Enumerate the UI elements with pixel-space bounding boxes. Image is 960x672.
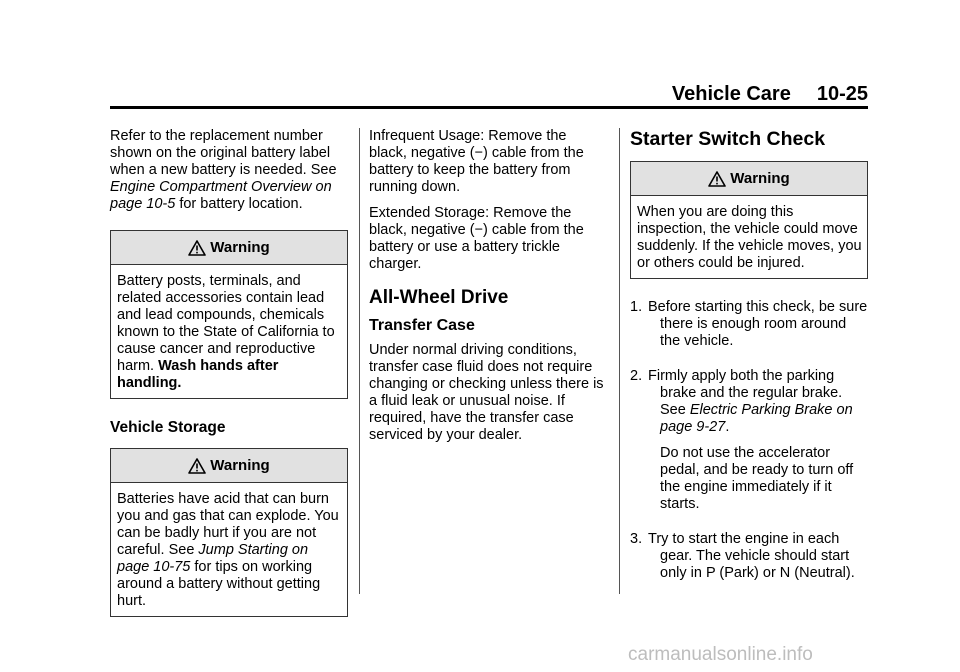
vehicle-storage-heading: Vehicle Storage	[110, 419, 226, 436]
step-text: Firmly apply both the parking brake and the regular brake. See Electric Parking Brake on page 9-27.	[648, 368, 853, 435]
watermark: carmanualsonline.info	[628, 644, 813, 665]
step-number: 1.	[630, 299, 643, 315]
step-text: Before starting this check, be sure there is enough room around the vehicle.	[648, 299, 868, 349]
warning-box-lead	[110, 230, 348, 399]
warning-title: Warning	[210, 457, 270, 474]
page-header	[110, 84, 868, 104]
column-divider	[359, 128, 360, 594]
step-extra-text: Do not use the accelerator pedal, and be ready to turn off the engine immediately if it starts.	[660, 445, 854, 512]
list-item	[630, 368, 868, 522]
step-number: 2.	[630, 368, 643, 384]
warning-box-starter	[630, 161, 868, 279]
warning-triangle-icon	[708, 171, 726, 187]
warning-triangle-icon	[188, 458, 206, 474]
warning-text: Batteries have acid that can burn you and gas that can explode. You can be badly hurt if you are not careful. See Jump Starting on page 10-75 for tips on working around a battery without getting hurt.	[117, 491, 339, 609]
warning-header	[631, 162, 867, 196]
warning-title: Warning	[730, 170, 790, 187]
warning-bold-text: Wash hands after handling.	[117, 358, 279, 391]
section-title: Vehicle Care	[671, 83, 791, 105]
engine-compartment-link[interactable]: Engine Compartment Overview on page 10-5	[110, 179, 332, 212]
parking-brake-link[interactable]: Electric Parking Brake on page 9-27	[660, 402, 853, 435]
warning-triangle-icon	[188, 240, 206, 256]
extended-storage-paragraph: Extended Storage: Remove the black, negative (−) cable from the battery or use a battery trickle charger.	[369, 205, 584, 272]
column-2	[369, 128, 605, 453]
all-wheel-drive-heading: All-Wheel Drive	[369, 287, 509, 308]
warning-text: Battery posts, terminals, and related accessories contain lead and lead compounds, chemicals known to the State of California to cause cancer and reproductive harm. Wash hands after handling.	[117, 273, 335, 391]
column-3	[630, 128, 868, 600]
warning-text: When you are doing this inspection, the vehicle could move suddenly. If the vehicle moves, you or others could be injured.	[637, 204, 862, 271]
list-item	[630, 531, 868, 591]
column-divider	[619, 128, 620, 594]
page-number: 10-25	[816, 83, 868, 105]
warning-header	[111, 449, 347, 483]
step-number: 3.	[630, 531, 643, 547]
jump-starting-link[interactable]: Jump Starting on page 10-75	[117, 542, 309, 575]
transfer-case-heading: Transfer Case	[369, 317, 475, 334]
column-1	[110, 128, 348, 637]
intro-paragraph: Refer to the replacement number shown on the original battery label when a new battery is needed. See Engine Compartment Overview on page 10-5 for battery location.	[110, 128, 337, 212]
starter-check-steps	[630, 299, 868, 591]
warning-box-acid	[110, 448, 348, 617]
warning-title: Warning	[210, 239, 270, 256]
starter-switch-heading: Starter Switch Check	[630, 128, 826, 150]
step-text: Try to start the engine in each gear. The vehicle should start only in P (Park) or N (Neutral).	[648, 531, 855, 581]
warning-header	[111, 231, 347, 265]
list-item	[630, 299, 868, 359]
transfer-case-paragraph: Under normal driving conditions, transfer case fluid does not require changing or checking unless there is a fluid leak or unusual noise. If required, have the transfer case serviced by your dealer.	[369, 342, 604, 443]
header-rule	[110, 106, 868, 109]
infrequent-usage-paragraph: Infrequent Usage: Remove the black, negative (−) cable from the battery to keep the battery from running down.	[369, 128, 584, 195]
